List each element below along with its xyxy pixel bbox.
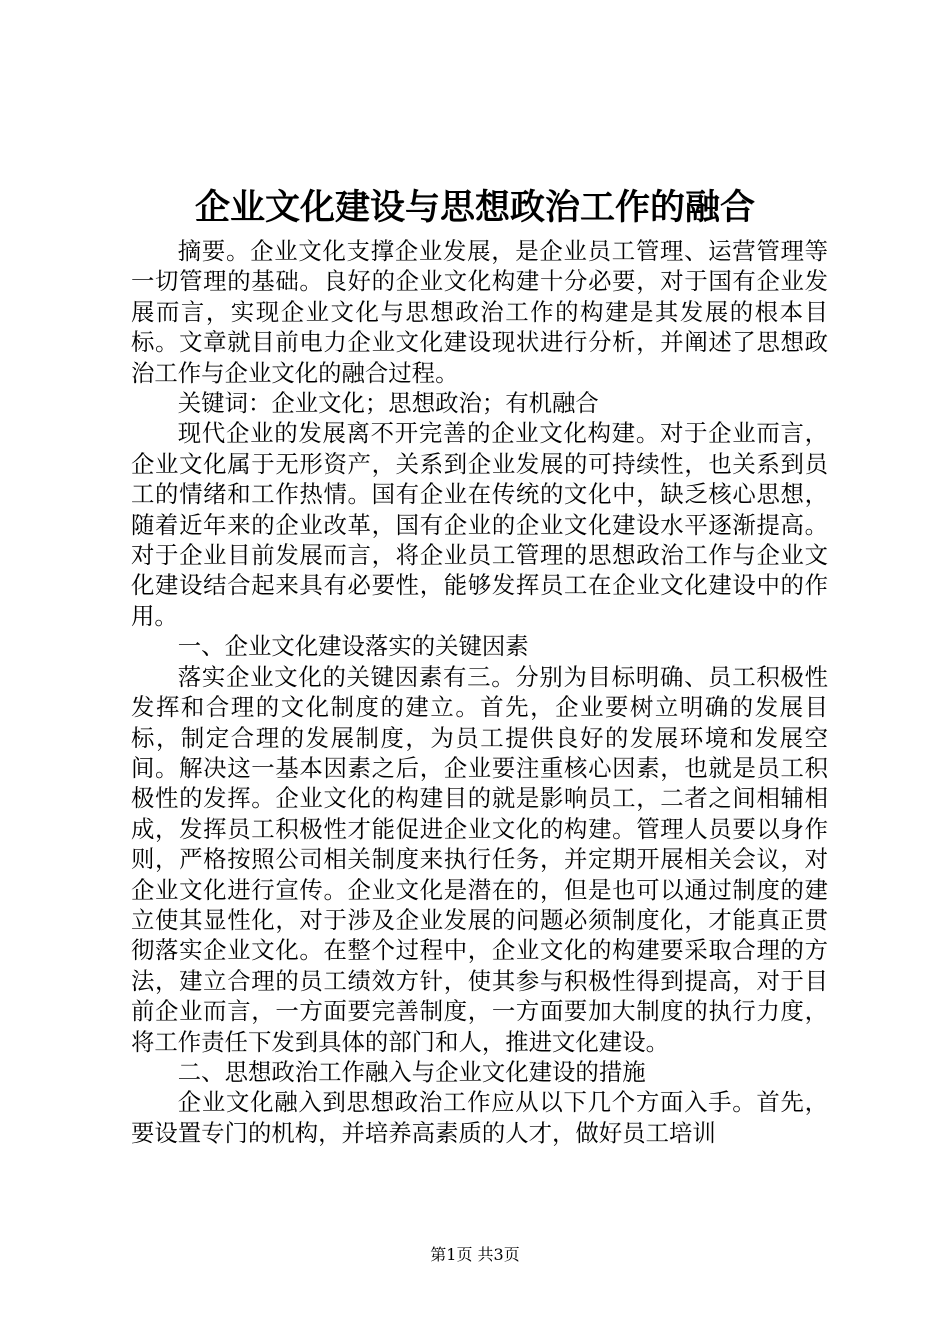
page-footer: 第1页 共3页 xyxy=(430,1245,520,1264)
document-title: 企业文化建设与思想政治工作的融合 xyxy=(194,187,755,228)
section-heading-2: 二、思想政治工作融入与企业文化建设的措施 xyxy=(177,1057,646,1086)
keywords-paragraph: 关键词：企业文化；思想政治；有机融合 xyxy=(177,389,599,418)
section-1-paragraph: 落实企业文化的关键因素有三。分别为目标明确、员工积极性发挥和合理的文化制度的建立。首先，企业要树立明确的发展目标，制定合理的发展制度，为员工提供良好的发展环境和发展空间。解决这一基本因素之后，企业要注重核心因素，也就是员工积极性的发挥。企业文化的构建目的就是影响员工，二者之间相辅相成，发挥员工积极性才能促进企业文化的构建。管理人员要以身作则，严格按照公司相关制度来执行任务，并定期开展相关会议，对企业文化进行宣传。企业文化是潜在的，但是也可以通过制度的建立使其显性化，对于涉及企业发展的问题必须制度化，才能真正贯彻落实企业文化。在整个过程中，企业文化的构建要采取合理的方法，建立合理的员工绩效方针，使其参与积极性得到提高，对于目前企业而言，一方面要完善制度，一方面要加大制度的执行力度，将工作责任下发到具体的部门和人，推进文化建设。 xyxy=(131,662,828,1056)
abstract-paragraph: 摘要。企业文化支撑企业发展，是企业员工管理、运营管理等一切管理的基础。良好的企业文化构建十分必要，对于国有企业发展而言，实现企业文化与思想政治工作的构建是其发展的根本目标。文章就目前电力企业文化建设现状进行分析，并阐述了思想政治工作与企业文化的融合过程。 xyxy=(131,237,828,387)
intro-paragraph: 现代企业的发展离不开完善的企业文化构建。对于企业而言，企业文化属于无形资产，关系到企业发展的可持续性，也关系到员工的情绪和工作热情。国有企业在传统的文化中，缺乏核心思想，随着近年来的企业改革，国有企业的企业文化建设水平逐渐提高。对于企业目前发展而言，将企业员工管理的思想政治工作与企业文化建设结合起来具有必要性，能够发挥员工在企业文化建设中的作用。 xyxy=(131,419,828,630)
document-body xyxy=(131,236,828,1148)
section-heading-1: 一、企业文化建设落实的关键因素 xyxy=(177,632,529,661)
section-2-paragraph: 企业文化融入到思想政治工作应从以下几个方面入手。首先，要设置专门的机构，并培养高素质的人才，做好员工培训 xyxy=(131,1088,828,1147)
